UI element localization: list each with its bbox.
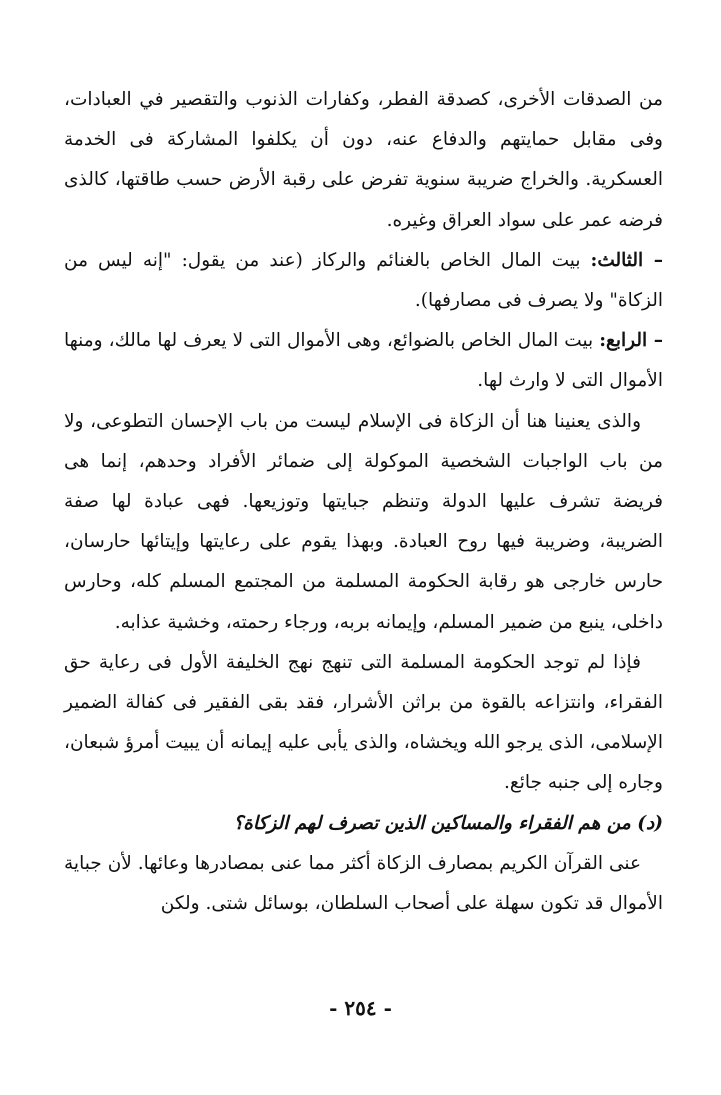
paragraph-5: فإذا لم توجد الحكومة المسلمة التى تنهج نهج الخليفة الأول فى رعاية حق الفقراء، وانتزاعه بالقوة من براثن الأشرار، فقد بقى الفقير فى كفالة الضمير الإسلامى، الذى يرجو الله ويخشاه، والذى يأبى عليه إيمانه أن يبيت أمرؤ شبعان، وجاره إلى جنبه جائع. xyxy=(64,651,663,794)
section-heading: (د) من هم الفقراء والمساكين الذين تصرف لهم الزكاة؟ xyxy=(233,812,663,834)
paragraph-3-text: بيت المال الخاص بالضوائع، وهى الأموال التى لا يعرف لها مالك، ومنها الأموال التى لا وارث لها. xyxy=(64,330,663,392)
paragraph-3 xyxy=(64,321,663,401)
body-text xyxy=(64,80,663,924)
paragraph-4: والذى يعنينا هنا أن الزكاة فى الإسلام ليست من باب الإحسان التطوعى، ولا من باب الواجبات الشخصية الموكولة إلى ضمائر الأفراد وحدهم، إنما هى فريضة تشرف عليها الدولة وتنظم جبايتها وتوزيعها. فهى عبادة لها صفة الضريبة، وضريبة فيها روح العبادة. وبهذا يقوم على رعايتها وإيتائها حارسان، حارس خارجى هو رقابة الحكومة المسلمة من المجتمع المسلم كله، وحارس داخلى، ينبع من ضمير المسلم، وإيمانه بربه، ورجاء رحمته، وخشية عذابه. xyxy=(64,410,663,633)
paragraph-2-text: بيت المال الخاص بالغنائم والركاز (عند من يقول: "إنه ليس من الزكاة" ولا يصرف فى مصارفها). xyxy=(64,249,663,312)
page-number: - ٢٥٤ - xyxy=(329,996,392,1020)
paragraph-2-label: – الثالث: xyxy=(590,249,663,271)
paragraph-1: من الصدقات الأخرى، كصدقة الفطر، وكفارات الذنوب والتقصير في العبادات، وفى مقابل حمايتهم والدفاع عنه، دون أن يكلفوا المشاركة فى الخدمة العسكرية. والخراج ضريبة سنوية تفرض على رقبة الأرض حسب طاقتها، كالذى فرضه عمر على سواد العراق وغيره. xyxy=(64,89,663,231)
paragraph-6: عنى القرآن الكريم بمصارف الزكاة أكثر مما عنى بمصادرها وعائها. لأن جباية الأموال قد تكون سهلة على أصحاب السلطان، بوسائل شتى. ولكن xyxy=(64,852,663,915)
paragraph-3-label: – الرابع: xyxy=(599,330,663,352)
paragraph-2 xyxy=(64,241,663,321)
